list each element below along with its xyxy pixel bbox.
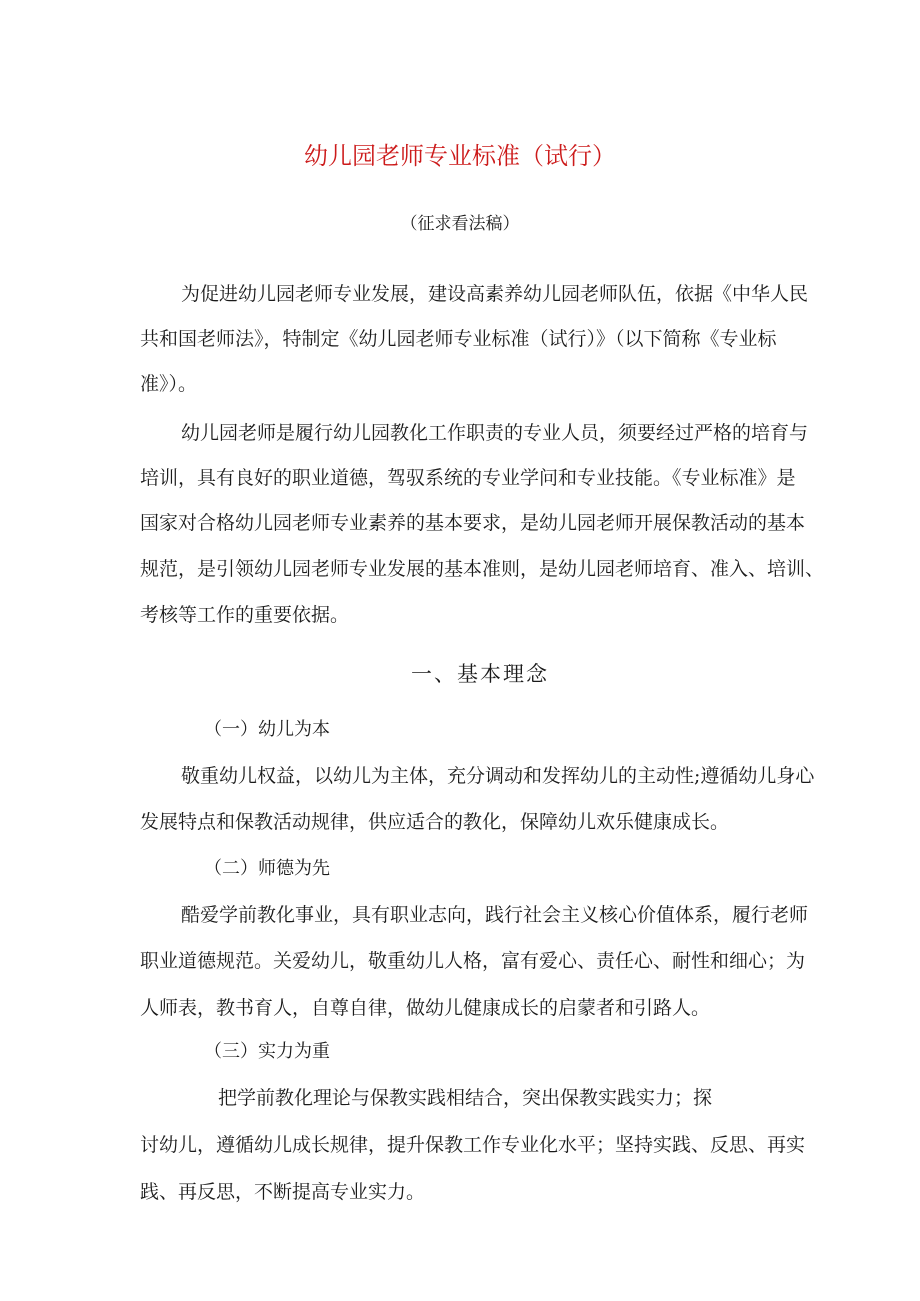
intro-p2-line5: 考核等工作的重要依据。 (140, 604, 350, 626)
item1-line2: 发展特点和保教活动规律，供应适合的教化，保障幼儿欢乐健康成长。 (140, 811, 730, 833)
intro-p2-line3: 国家对合格幼儿园老师专业素养的基本要求，是幼儿园老师开展保教活动的基本 (140, 512, 806, 534)
intro-p2-line4: 规范，是引领幼儿园老师专业发展的基本准则，是幼儿园老师培育、准入、培训、 (140, 558, 825, 580)
intro-p1-line1: 为促进幼儿园老师专业发展，建设高素养幼儿园老师队伍，依据《中华人民 (181, 283, 809, 305)
item2-heading: （二）师德为先 (204, 858, 330, 879)
item3-line2: 讨幼儿，遵循幼儿成长规律，提升保教工作专业化水平；坚持实践、反思、再实 (140, 1134, 806, 1156)
item3-line1: 把学前教化理论与保教实践相结合，突出保教实践实力；探 (218, 1087, 713, 1109)
item2-line3: 人师表，教书育人，自尊自律，做幼儿健康成长的启蒙者和引路人。 (140, 997, 711, 1019)
intro-p2-line2: 培训，具有良好的职业道德，驾驭系统的专业学问和专业技能。《专业标准》是 (140, 467, 796, 489)
item1-line1: 敬重幼儿权益，以幼儿为主体，充分调动和发挥幼儿的主动性;遵循幼儿身心 (181, 765, 815, 787)
item2-line1: 酷爱学前教化事业，具有职业志向，践行社会主义核心价值体系，履行老师 (181, 904, 809, 926)
item3-heading: （三）实力为重 (204, 1041, 330, 1062)
item3-line3: 践、再反思，不断提高专业实力。 (140, 1181, 426, 1203)
item1-heading: （一）幼儿为本 (204, 719, 330, 740)
intro-p2-line1: 幼儿园老师是履行幼儿园教化工作职责的专业人员，须要经过严格的培育与 (181, 422, 809, 444)
section-heading-basic-concepts: 一、基本理念 (411, 662, 549, 686)
document-title: 幼儿园老师专业标准（试行） (304, 142, 616, 170)
intro-p1-line2: 共和国老师法》，特制定《幼儿园老师专业标准（试行）》（以下简称《专业标 (140, 328, 777, 350)
intro-p1-line3: 准》）。 (140, 373, 198, 395)
item2-line2: 职业道德规范。关爱幼儿，敬重幼儿人格，富有爱心、责任心、耐性和细心；为 (140, 950, 806, 972)
document-subtitle: （征求看法稿） (400, 214, 520, 234)
